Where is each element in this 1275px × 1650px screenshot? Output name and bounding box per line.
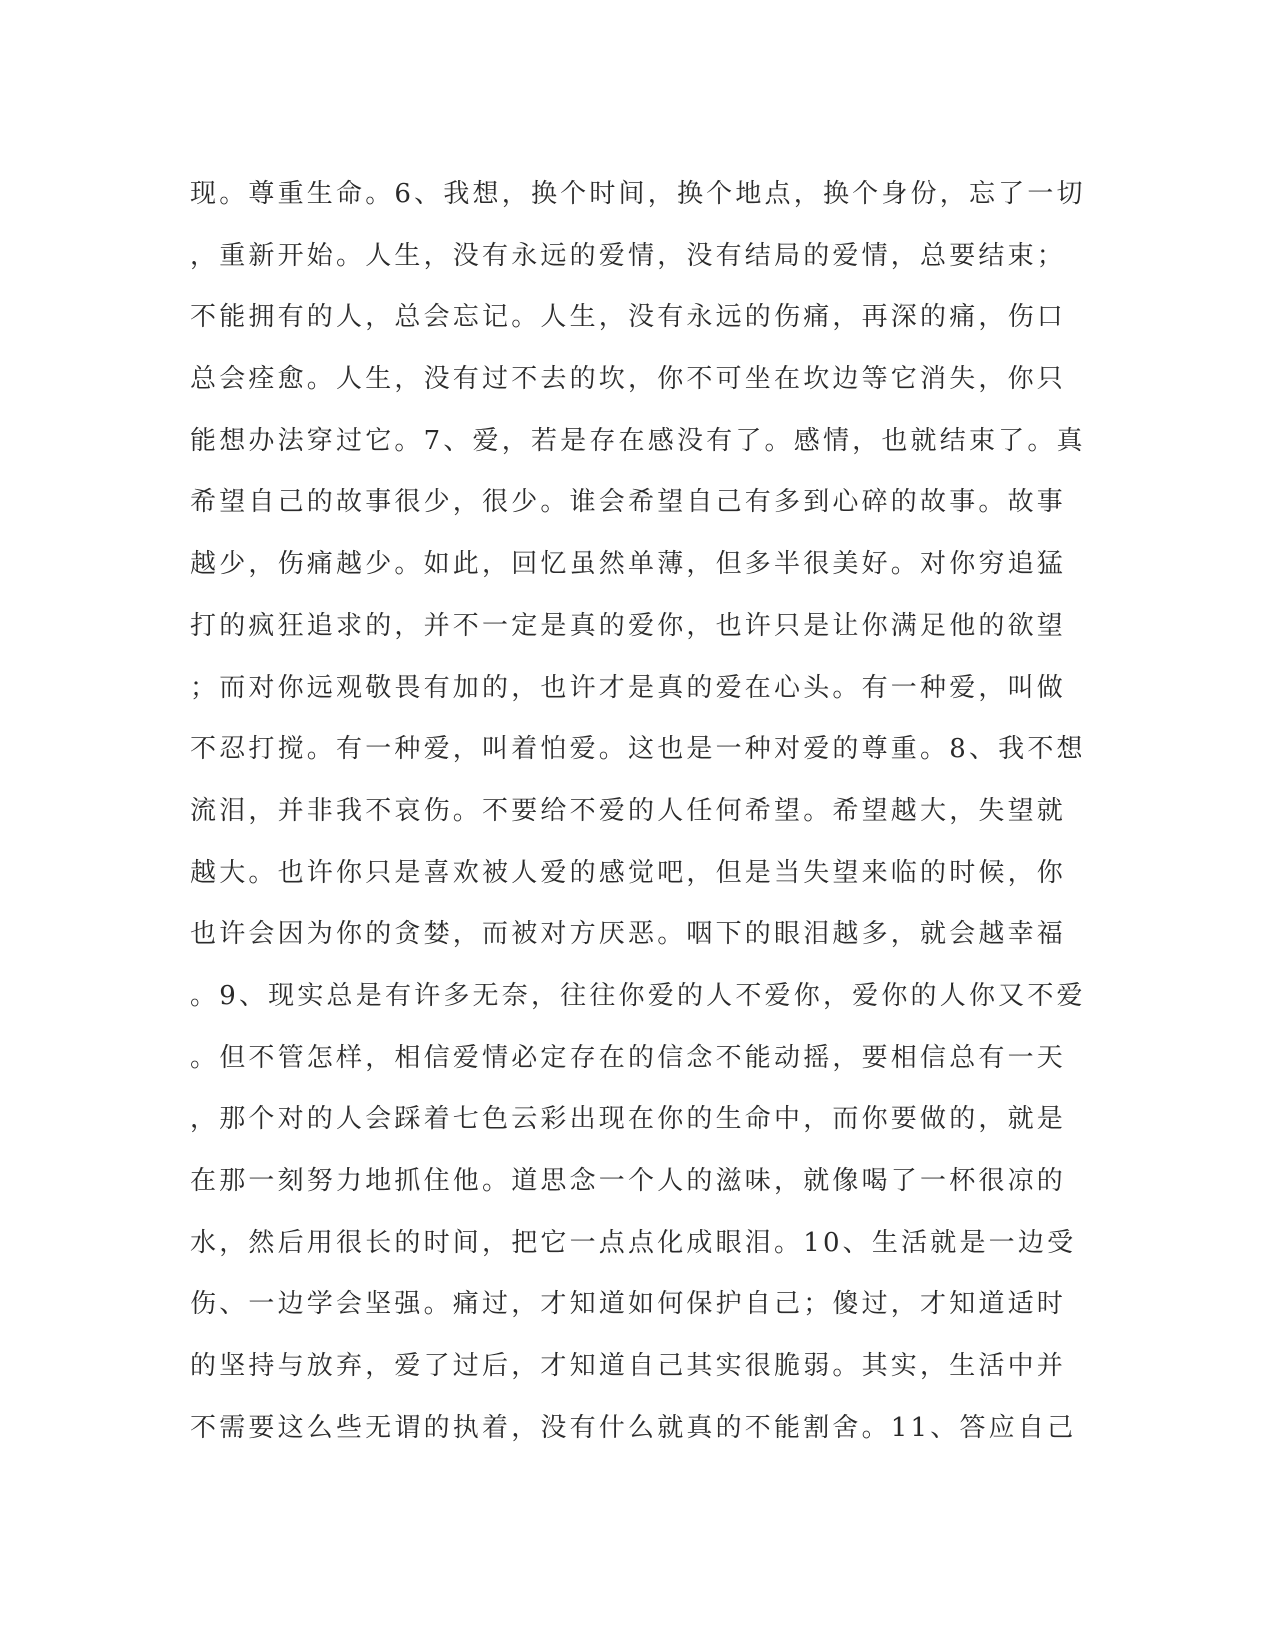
text-line: 的坚持与放弃，爱了过后，才知道自己其实很脆弱。其实，生活中并: [190, 1351, 1067, 1382]
text-line: 不能拥有的人，总会忘记。人生，没有永远的伤痛，再深的痛，伤口: [190, 302, 1067, 333]
text-line: 不忍打搅。有一种爱，叫着怕爱。这也是一种对爱的尊重。8、我不想: [190, 734, 1086, 765]
text-line: 总会痊愈。人生，没有过不去的坎，你不可坐在坎边等它消失，你只: [190, 364, 1067, 395]
text-line: 越少，伤痛越少。如此，回忆虽然单薄，但多半很美好。对你穷追猛: [190, 549, 1067, 580]
text-line: 能想办法穿过它。7、爱，若是存在感没有了。感情，也就结束了。真: [190, 425, 1086, 456]
text-line: 流泪，并非我不哀伤。不要给不爱的人任何希望。希望越大，失望就: [190, 795, 1067, 826]
text-line: 在那一刻努力地抓住他。道思念一个人的滋味，就像喝了一杯很凉的: [190, 1166, 1067, 1196]
text-line: 水，然后用很长的时间，把它一点点化成眼泪。10、生活就是一边受: [190, 1227, 1077, 1258]
text-line: 希望自己的故事很少，很少。谁会希望自己有多到心碎的故事。故事: [190, 487, 1067, 518]
text-line: 越大。也许你只是喜欢被人爱的感觉吧，但是当失望来临的时候，你: [190, 857, 1067, 888]
text-line: 也许会因为你的贪婪，而被对方厌恶。咽下的眼泪越多，就会越幸福: [190, 919, 1067, 950]
text-line: ；而对你远观敬畏有加的，也许才是真的爱在心头。有一种爱，叫做: [190, 672, 1067, 703]
text-line: 。9、现实总是有许多无奈，往往你爱的人不爱你，爱你的人你又不爱: [190, 980, 1086, 1011]
text-line: 伤、一边学会坚强。痛过，才知道如何保护自己；傻过，才知道适时: [190, 1289, 1067, 1320]
body-text: [190, 164, 1090, 1459]
text-line: ，那个对的人会踩着七色云彩出现在你的生命中，而你要做的，就是: [190, 1104, 1067, 1135]
text-line: ，重新开始。人生，没有永远的爱情，没有结局的爱情，总要结束；: [190, 240, 1067, 271]
text-line: 现。尊重生命。6、我想，换个时间，换个地点，换个身份，忘了一切: [190, 179, 1086, 209]
text-line: 打的疯狂追求的，并不一定是真的爱你，也许只是让你满足他的欲望: [190, 610, 1067, 641]
text-line: 不需要这么些无谓的执着，没有什么就真的不能割舍。11、答应自己: [190, 1412, 1077, 1443]
text-line: 。但不管怎样，相信爱情必定存在的信念不能动摇，要相信总有一天: [190, 1042, 1067, 1073]
